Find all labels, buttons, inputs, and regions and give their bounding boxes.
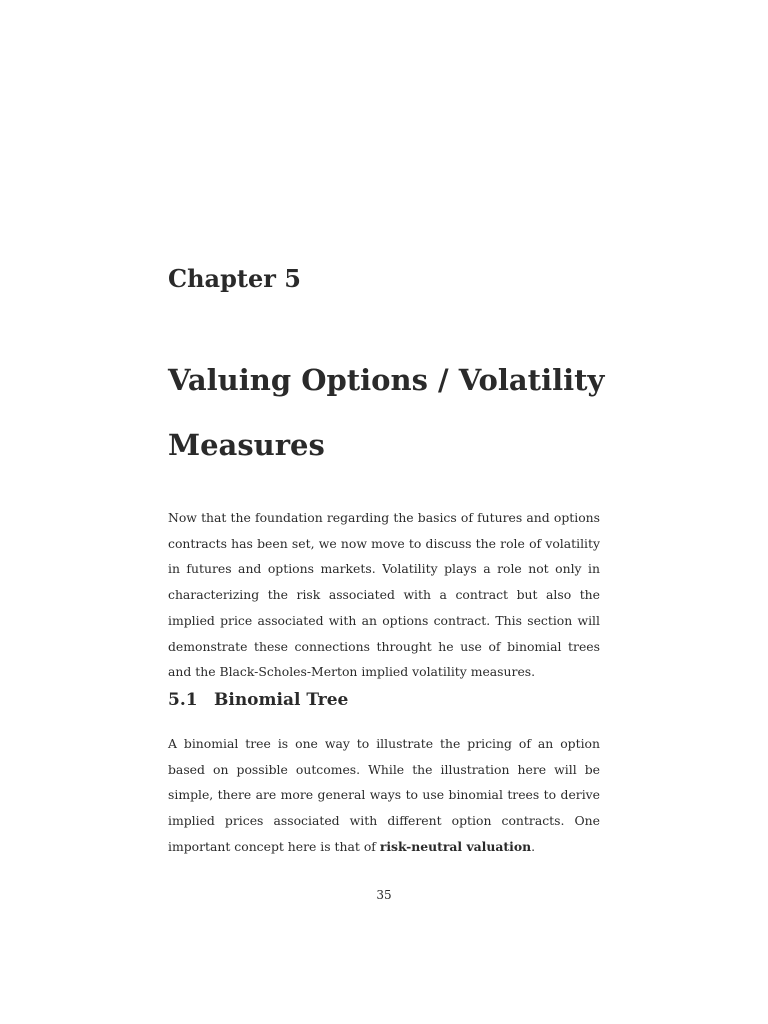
section-text-after: . xyxy=(531,838,536,854)
chapter-title: Valuing Options / Volatility Measures xyxy=(168,363,605,462)
page-number: 35 xyxy=(376,888,392,902)
chapter-label: Chapter 5 xyxy=(168,264,301,293)
section-paragraph xyxy=(168,731,600,860)
intro-paragraph: Now that the foundation regarding the basics of futures and options contracts has been set, we now move to discuss the role of volatility in futures and options markets. Volatility plays a role not only in characterizing the risk associated with a contract but also the implied price associated with an options contract. This section will demonstrate these connections throught he use of binomial trees and the Black-Scholes-Merton implied volatility measures. xyxy=(168,510,600,680)
section-text-before: A binomial tree is one way to illustrate the pricing of an option based on possible outcomes. While the illustration here will be simple, there are more general ways to use binomial trees to derive implied prices associated with different option contracts. One important concept here is that of xyxy=(168,736,600,854)
bold-term: risk-neutral valuation xyxy=(379,838,532,854)
section-title: Binomial Tree xyxy=(214,690,349,710)
section-number: 5.1 xyxy=(168,690,198,710)
section-heading xyxy=(168,690,348,710)
